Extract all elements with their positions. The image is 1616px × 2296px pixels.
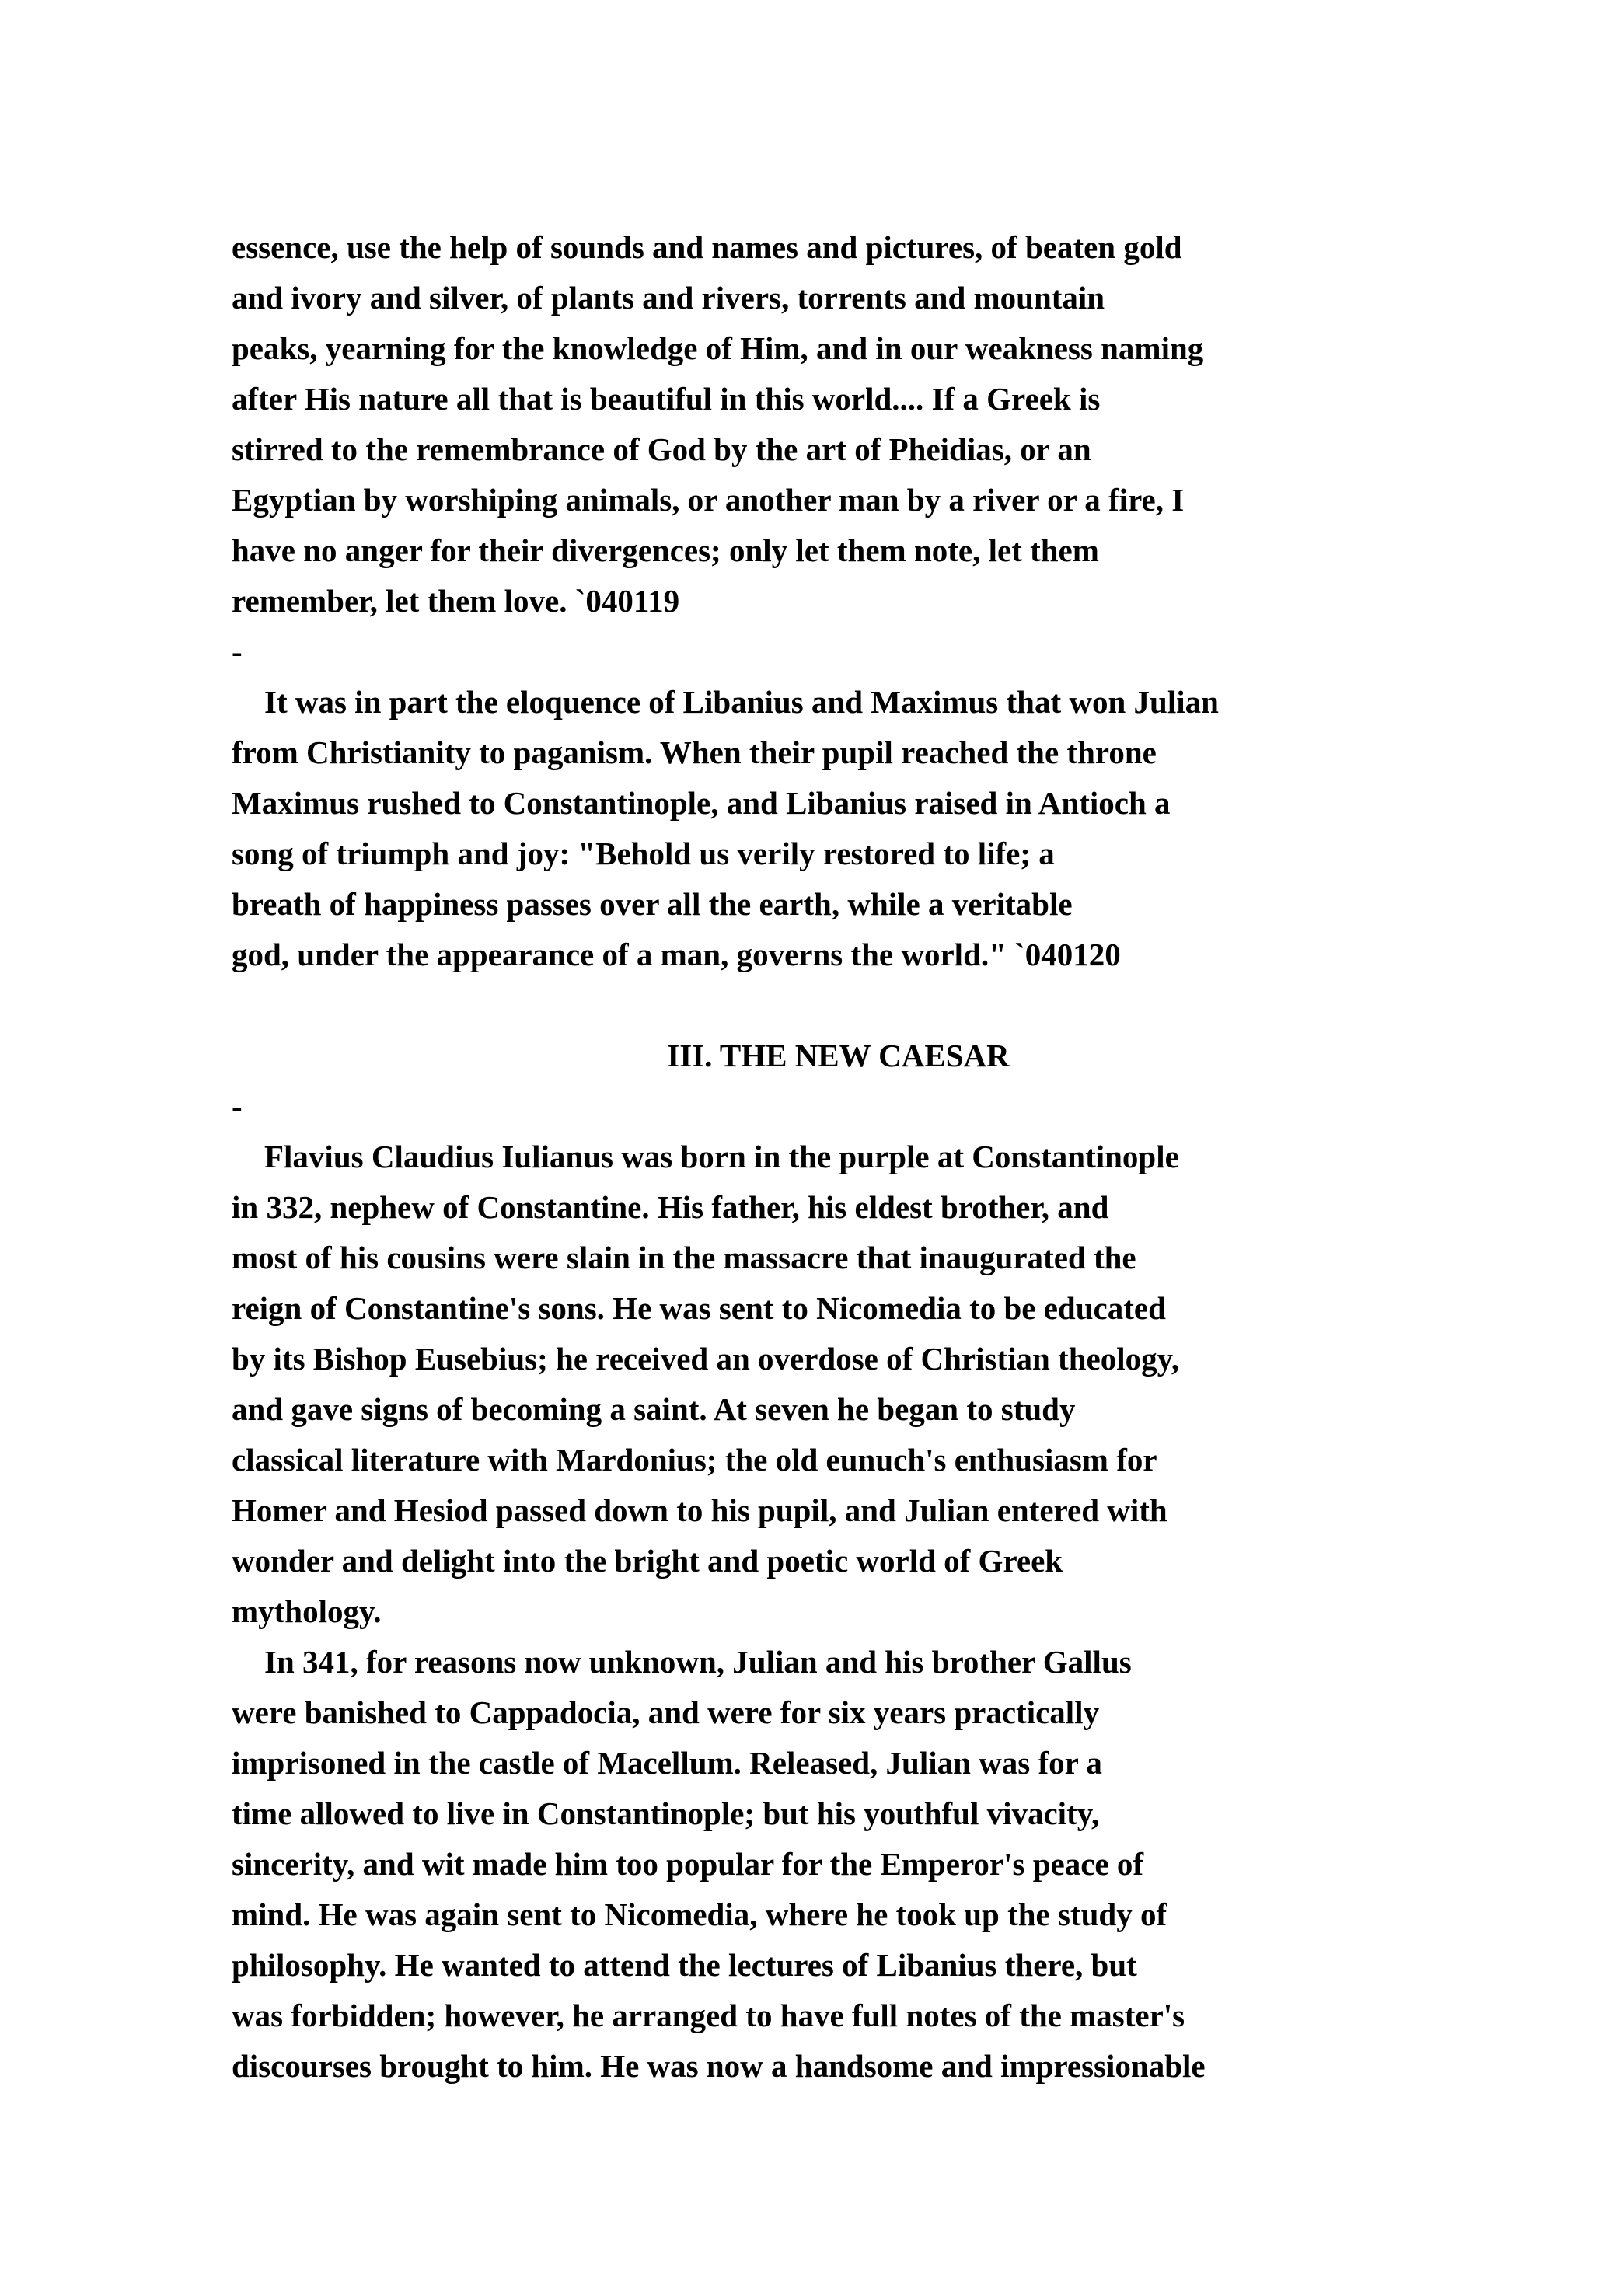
text-line: philosophy. He wanted to attend the lectures of Libanius there, but [232, 1947, 1137, 1983]
text-line: have no anger for their divergences; only let them note, let them [232, 532, 1099, 568]
text-line: and ivory and silver, of plants and rivers, torrents and mountain [232, 280, 1105, 316]
text-line: was forbidden; however, he arranged to have full notes of the master's [232, 1998, 1185, 2033]
separator-mark: - [232, 633, 243, 669]
text-line: discourses brought to him. He was now a handsome and impressionable [232, 2048, 1206, 2084]
paragraph-first-line: It was in part the eloquence of Libanius and Maximus that won Julian [264, 684, 1219, 720]
paragraph-first-line: Flavius Claudius Iulianus was born in the purple at Constantinople [264, 1139, 1179, 1174]
paragraph-first-line: In 341, for reasons now unknown, Julian and his brother Gallus [264, 1644, 1132, 1680]
text-line: peaks, yearning for the knowledge of Him, and in our weakness naming [232, 330, 1204, 366]
text-line: Egyptian by worshiping animals, or another man by a river or a fire, I [232, 482, 1185, 518]
text-line: stirred to the remembrance of God by the art of Pheidias, or an [232, 431, 1091, 467]
text-line: most of his cousins were slain in the massacre that inaugurated the [232, 1240, 1136, 1275]
text-line: and gave signs of becoming a saint. At seven he began to study [232, 1391, 1076, 1427]
text-line: time allowed to live in Constantinople; but his youthful vivacity, [232, 1795, 1100, 1831]
section-heading-text: III. THE NEW CAESAR [667, 1038, 1010, 1073]
text-line: essence, use the help of sounds and names and pictures, of beaten gold [232, 229, 1182, 265]
separator-mark: - [232, 1088, 243, 1124]
text-line: imprisoned in the castle of Macellum. Released, Julian was for a [232, 1745, 1102, 1781]
text-line: in 332, nephew of Constantine. His father, his eldest brother, and [232, 1189, 1109, 1225]
text-line: by its Bishop Eusebius; he received an overdose of Christian theology, [232, 1341, 1180, 1377]
text-line: mythology. [232, 1593, 382, 1629]
text-line: breath of happiness passes over all the earth, while a veritable [232, 886, 1073, 922]
text-line: reign of Constantine's sons. He was sent to Nicomedia to be educated [232, 1290, 1166, 1326]
text-line: wonder and delight into the bright and poetic world of Greek [232, 1543, 1063, 1579]
text-line: after His nature all that is beautiful in this world.... If a Greek is [232, 381, 1101, 417]
text-line: mind. He was again sent to Nicomedia, where he took up the study of [232, 1896, 1167, 1932]
section-heading [0, 1040, 1616, 1072]
text-line: song of triumph and joy: "Behold us verily restored to life; a [232, 836, 1055, 871]
text-line: were banished to Cappadocia, and were for six years practically [232, 1694, 1100, 1730]
text-line: remember, let them love. `040119 [232, 583, 680, 619]
text-line: classical literature with Mardonius; the old eunuch's enthusiasm for [232, 1442, 1157, 1478]
text-line: god, under the appearance of a man, governs the world." `040120 [232, 937, 1121, 972]
text-line: from Christianity to paganism. When their pupil reached the throne [232, 735, 1157, 770]
text-line: sincerity, and wit made him too popular for the Emperor's peace of [232, 1846, 1144, 1882]
text-line: Maximus rushed to Constantinople, and Libanius raised in Antioch a [232, 785, 1171, 821]
text-line: Homer and Hesiod passed down to his pupil, and Julian entered with [232, 1492, 1167, 1528]
